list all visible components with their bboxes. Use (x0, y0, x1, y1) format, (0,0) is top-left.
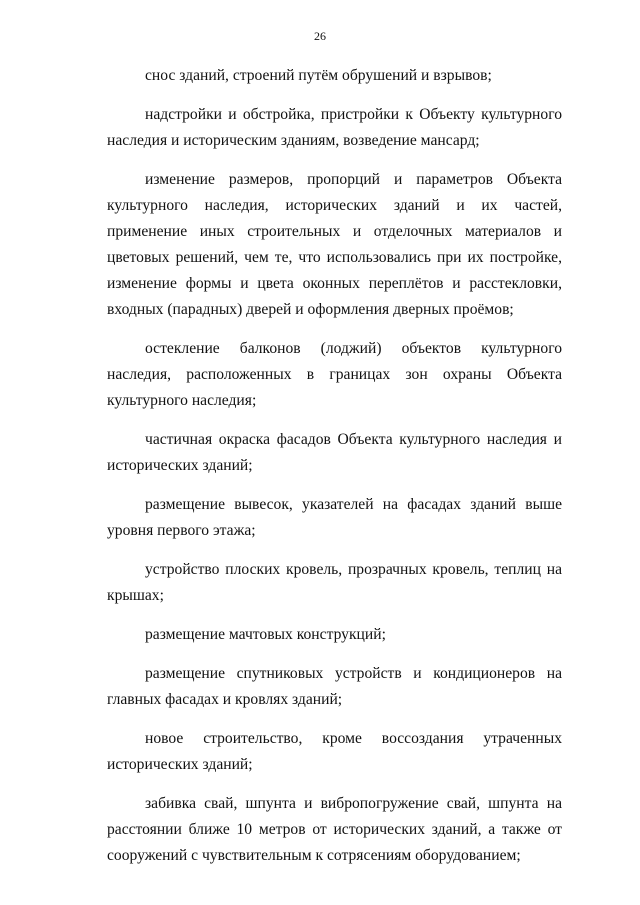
document-body (107, 63, 562, 869)
paragraph-mast-structures: размещение мачтовых конструкций; (145, 626, 386, 643)
paragraph-pile-driving: забивка свай, шпунта и вибропогружение свай, шпунта на расстоянии ближе 10 метров от исторических зданий, а также от сооружений с чувствительным к сотрясениям оборудованием; (107, 795, 562, 864)
paragraph-satellite-devices: размещение спутниковых устройств и кондиционеров на главных фасадах и кровлях зданий; (107, 665, 562, 708)
paragraph-new-construction: новое строительство, кроме воссоздания утраченных исторических зданий; (107, 730, 562, 773)
paragraph-demolition: снос зданий, строений путём обрушений и взрывов; (145, 67, 492, 84)
paragraph-dimension-changes: изменение размеров, пропорций и параметров Объекта культурного наследия, исторических зданий и их частей, применение иных строительных и отделочных материалов и цветовых решений, чем те, что использовались при их постройке, изменение формы и цвета оконных переплётов и расстекловки, входных (парадных) дверей и оформления дверных проёмов; (107, 171, 562, 318)
page-number: 26 (314, 29, 326, 43)
paragraph-signage: размещение вывесок, указателей на фасадах зданий выше уровня первого этажа; (107, 496, 562, 539)
paragraph-partial-painting: частичная окраска фасадов Объекта культурного наследия и исторических зданий; (107, 431, 562, 474)
paragraph-superstructures: надстройки и обстройка, пристройки к Объекту культурного наследия и историческим зданиям, возведение мансард; (107, 106, 562, 149)
paragraph-flat-roofs: устройство плоских кровель, прозрачных кровель, теплиц на крышах; (107, 561, 562, 604)
paragraph-balcony-glazing: остекление балконов (лоджий) объектов культурного наследия, расположенных в границах зон охраны Объекта культурного наследия; (107, 340, 562, 409)
